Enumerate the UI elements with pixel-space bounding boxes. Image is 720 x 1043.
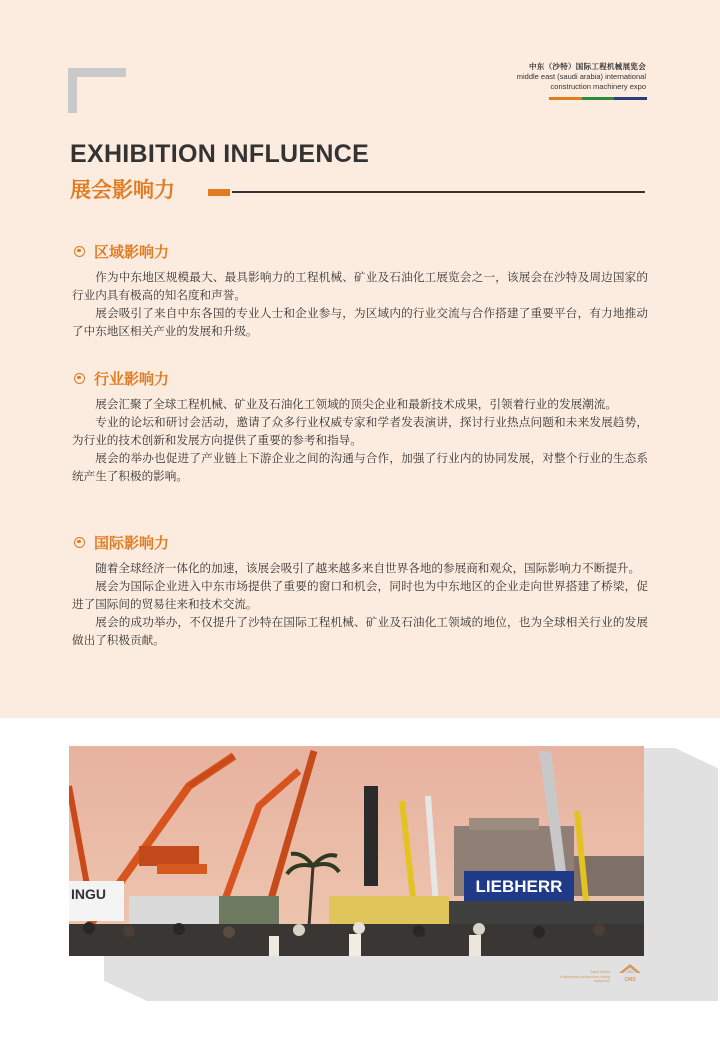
strip-orange xyxy=(549,97,582,100)
paragraph: 展会的成功举办，不仅提升了沙特在国际工程机械、矿业及石油化工领域的地位，也为全球相关行业的发展做出了积极贡献。 xyxy=(72,615,648,647)
exhibition-scene-illustration xyxy=(69,746,644,956)
paragraph: 展会为国际企业进入中东市场提供了重要的窗口和机会，同时也为中东地区的企业走向世界搭建了桥梁，促进了国际间的贸易往来和技术交流。 xyxy=(72,579,648,611)
strip-navy xyxy=(614,97,647,100)
expo-title-cn: 中东（沙特）国际工程机械展览会 xyxy=(529,62,646,71)
target-icon xyxy=(74,373,85,384)
paragraph: 作为中东地区规模最大、最具影响力的工程机械、矿业及石油化工展览会之一，该展会在沙特及周边国家的行业内具有极高的知名度和声誉。 xyxy=(72,270,648,302)
section-heading xyxy=(72,367,648,389)
paragraph: 展会吸引了来自中东各国的专业人士和企业参与，为区域内的行业交流与合作搭建了重要平台，有力地推动了中东地区相关产业的发展和升级。 xyxy=(72,306,648,338)
footer-caption xyxy=(548,970,610,984)
exhibition-photo xyxy=(69,746,644,956)
section-title: 区域影响力 xyxy=(94,242,170,261)
section-international-influence xyxy=(72,531,648,649)
corner-bracket-decoration xyxy=(68,68,126,113)
color-strip xyxy=(549,97,647,100)
section-industry-influence xyxy=(72,367,648,485)
paragraph: 展会汇聚了全球工程机械、矿业及石油化工领域的顶尖企业和最新技术成果，引领着行业的发展潮流。 xyxy=(95,397,617,411)
expo-logo-icon xyxy=(618,963,642,983)
logo-text: CMS xyxy=(624,977,636,983)
section-regional-influence xyxy=(72,240,648,340)
target-icon xyxy=(74,537,85,548)
target-icon xyxy=(74,246,85,257)
section-heading xyxy=(72,240,648,262)
page-title-en: EXHIBITION INFLUENCE xyxy=(70,140,370,168)
section-title: 行业影响力 xyxy=(94,369,170,388)
title-rule xyxy=(232,191,645,193)
strip-green xyxy=(582,97,615,100)
section-title: 国际影响力 xyxy=(94,533,170,552)
page-title-cn: 展会影响力 xyxy=(70,178,175,202)
expo-title-en-line1: middle east (saudi arabia) international xyxy=(516,72,646,81)
footer-line2: Engineering construction mining equipment xyxy=(560,974,610,983)
paragraph: 随着全球经济一体化的加速，该展会吸引了越来越多来自世界各地的参展商和观众，国际影响力不断提升。 xyxy=(95,561,641,575)
expo-header xyxy=(517,62,646,92)
section-heading xyxy=(72,531,648,553)
liebherr-sign: LIEBHERR xyxy=(475,877,563,896)
footer-line1: Saudi Arabia xyxy=(590,970,610,974)
paragraph: 展会的举办也促进了产业链上下游企业之间的沟通与合作，加强了行业内的协同发展，对整个行业的生态系统产生了积极的影响。 xyxy=(72,451,648,483)
paragraph: 专业的论坛和研讨会活动，邀请了众多行业权威专家和学者发表演讲，探讨行业热点问题和未来发展趋势，为行业的技术创新和发展方向提供了重要的参考和指导。 xyxy=(72,415,648,447)
title-accent-bar xyxy=(208,189,230,196)
expo-title-en-line2: construction machinery expo xyxy=(550,82,646,91)
booth-sign: INGU xyxy=(71,886,106,902)
